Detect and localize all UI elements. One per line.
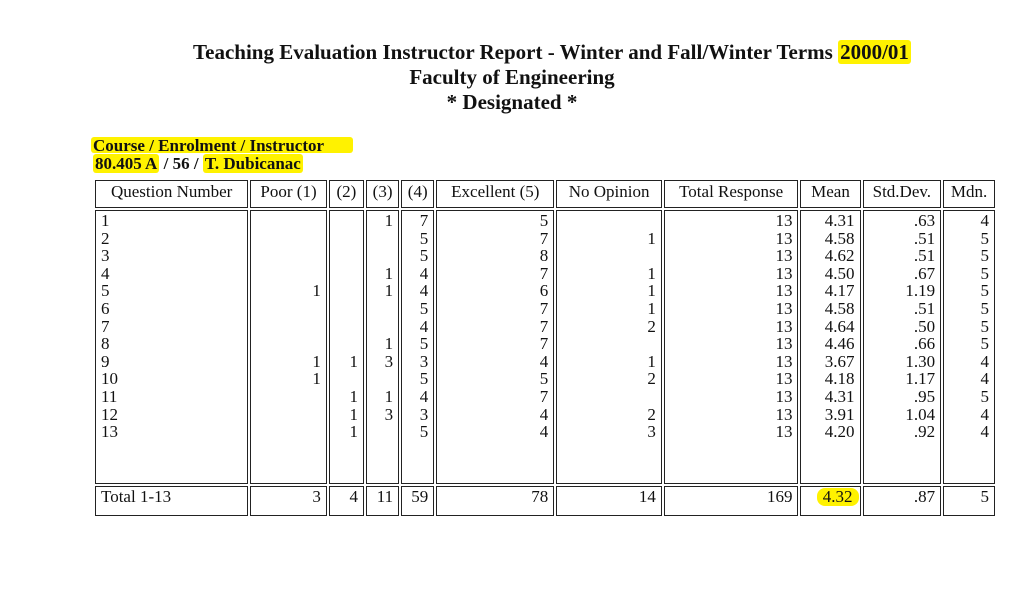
- cell-q-q13: 13: [101, 422, 118, 442]
- cell-p1-q2: [256, 230, 321, 248]
- cell-p2-q7: [335, 318, 358, 336]
- col-header: (2): [329, 180, 364, 208]
- cell-tot-q11: 13: [775, 386, 793, 406]
- cell-q-q12: 12: [101, 404, 118, 424]
- total-poor-1: 3: [250, 486, 327, 516]
- cell-tot-q13: 13: [775, 422, 793, 442]
- cell-p3-q1: 1: [384, 211, 394, 230]
- cell-sd-q9: 1.30: [905, 351, 936, 371]
- cell-p4-q13: 5: [419, 422, 429, 442]
- cell-p4-q11: 4: [419, 386, 429, 406]
- cell-no-q4: 1: [647, 263, 656, 283]
- col-header: (3): [366, 180, 399, 208]
- cell-p2-q4: [335, 265, 358, 283]
- col-header: No Opinion: [556, 180, 662, 208]
- cell-p3-q13: [372, 423, 393, 441]
- cell-mdn-q13: 4: [980, 422, 989, 442]
- cell-sd-q10: 1.17: [905, 369, 936, 389]
- cell-p1-q10: 1: [312, 369, 321, 389]
- cell-p3-q2: [372, 230, 393, 248]
- cell-p1-q1: [256, 212, 321, 230]
- cell-mean-q3: 4.62: [824, 246, 855, 266]
- cell-p5-q8: 7: [539, 334, 549, 354]
- cell-mdn-q5: 5: [980, 281, 989, 301]
- col-rating-3: [366, 210, 399, 484]
- cell-mean-q9: 3.67: [824, 351, 855, 371]
- cell-tot-q10: 13: [775, 369, 793, 389]
- cell-no-q3: [562, 247, 656, 265]
- cell-p3-q11: 1: [384, 386, 394, 406]
- col-header: Question Number: [95, 180, 248, 208]
- total-no-opinion: 14: [556, 486, 662, 516]
- cell-p3-q9: 3: [384, 351, 394, 371]
- cell-p1-q4: [256, 265, 321, 283]
- cell-mean-q11: 4.31: [824, 386, 855, 406]
- col-median: [943, 210, 995, 484]
- cell-tot-q6: 13: [775, 298, 793, 318]
- cell-p5-q5: 6: [539, 281, 549, 301]
- total-label: Total 1-13: [95, 486, 248, 516]
- title-text: Teaching Evaluation Instructor Report - Winter and Fall/Winter Terms: [193, 40, 839, 64]
- cell-no-q8: [562, 335, 656, 353]
- cell-p3-q5: 1: [384, 281, 394, 301]
- evaluation-table: [93, 178, 997, 518]
- cell-no-q12: 2: [647, 404, 656, 424]
- cell-tot-q12: 13: [775, 404, 793, 424]
- cell-sd-q8: .66: [913, 334, 936, 354]
- cell-mean-q4: 4.50: [824, 263, 855, 283]
- cell-p2-q12: 1: [349, 404, 359, 424]
- cell-p1-q6: [256, 300, 321, 318]
- cell-p3-q8: 1: [384, 334, 394, 354]
- cell-sd-q3: .51: [913, 246, 936, 266]
- cell-q-q3: 3: [101, 246, 110, 266]
- cell-no-q7: 2: [647, 316, 656, 336]
- cell-p2-q5: [335, 282, 358, 300]
- cell-sd-q4: .67: [913, 263, 936, 283]
- col-rating-2: [329, 210, 364, 484]
- cell-p3-q3: [372, 247, 393, 265]
- table-header-row: [95, 180, 995, 208]
- cell-tot-q2: 13: [775, 228, 793, 248]
- course-separator-1: /: [159, 154, 173, 173]
- cell-no-q1: [562, 212, 656, 230]
- cell-q-q10: 10: [101, 369, 118, 389]
- cell-p4-q2: 5: [419, 228, 429, 248]
- cell-p5-q7: 7: [539, 316, 549, 336]
- cell-mean-q1: 4.31: [824, 211, 855, 230]
- cell-no-q9: 1: [647, 351, 656, 371]
- cell-tot-q5: 13: [775, 281, 793, 301]
- cell-p5-q12: 4: [539, 404, 549, 424]
- col-header: (4): [401, 180, 434, 208]
- course-enrolment: 56: [172, 154, 190, 173]
- cell-q-q1: 1: [101, 211, 110, 230]
- cell-p3-q10: [372, 370, 393, 388]
- cell-mdn-q2: 5: [980, 228, 989, 248]
- total-rating-2: 4: [329, 486, 364, 516]
- cell-p4-q12: 3: [419, 404, 429, 424]
- col-header: Total Response: [664, 180, 799, 208]
- cell-p4-q9: 3: [419, 351, 429, 371]
- cell-sd-q1: .63: [913, 211, 936, 230]
- total-median: 5: [943, 486, 995, 516]
- cell-sd-q2: .51: [913, 228, 936, 248]
- course-instructor: T. Dubicanac: [204, 154, 301, 173]
- col-no-opinion: [556, 210, 662, 484]
- cell-p4-q1: 7: [419, 211, 429, 230]
- course-separator-2: /: [189, 154, 203, 173]
- cell-p2-q10: [335, 370, 358, 388]
- col-mean: [800, 210, 860, 484]
- cell-mdn-q3: 5: [980, 246, 989, 266]
- cell-q-q2: 2: [101, 228, 110, 248]
- cell-p3-q12: 3: [384, 404, 394, 424]
- cell-tot-q3: 13: [775, 246, 793, 266]
- cell-p1-q9: 1: [312, 351, 321, 371]
- col-poor-1: [250, 210, 327, 484]
- course-header: Course / Enrolment / Instructor: [93, 136, 325, 155]
- col-header: Excellent (5): [436, 180, 554, 208]
- cell-tot-q9: 13: [775, 351, 793, 371]
- cell-mean-q2: 4.58: [824, 228, 855, 248]
- cell-no-q5: 1: [647, 281, 656, 301]
- total-mean-cell: [800, 486, 860, 516]
- cell-sd-q11: .95: [913, 386, 936, 406]
- cell-p4-q4: 4: [419, 263, 429, 283]
- total-mean: 4.32: [817, 488, 859, 506]
- cell-mdn-q7: 5: [980, 316, 989, 336]
- total-std-dev: .87: [863, 486, 942, 516]
- cell-sd-q6: .51: [913, 298, 936, 318]
- cell-no-q11: [562, 388, 656, 406]
- cell-p1-q7: [256, 318, 321, 336]
- cell-p5-q3: 8: [539, 246, 549, 266]
- cell-p4-q10: 5: [419, 369, 429, 389]
- cell-tot-q1: 13: [775, 211, 793, 230]
- title-faculty: Faculty of Engineering: [409, 65, 615, 89]
- cell-p4-q5: 4: [419, 281, 429, 301]
- cell-q-q9: 9: [101, 351, 110, 371]
- course-code: 80.405 A: [95, 154, 158, 173]
- total-response: 169: [664, 486, 799, 516]
- cell-p1-q5: 1: [312, 281, 321, 301]
- cell-mdn-q8: 5: [980, 334, 989, 354]
- total-rating-3: 11: [366, 486, 399, 516]
- cell-p5-q10: 5: [539, 369, 549, 389]
- col-header: Mdn.: [943, 180, 995, 208]
- cell-p5-q4: 7: [539, 263, 549, 283]
- cell-no-q13: 3: [647, 422, 656, 442]
- col-rating-4: [401, 210, 434, 484]
- cell-q-q7: 7: [101, 316, 110, 336]
- cell-mean-q5: 4.17: [824, 281, 855, 301]
- cell-p5-q9: 4: [539, 351, 549, 371]
- report-title: [0, 40, 1024, 115]
- cell-p5-q2: 7: [539, 228, 549, 248]
- cell-mean-q12: 3.91: [824, 404, 855, 424]
- col-header: Std.Dev.: [863, 180, 942, 208]
- cell-tot-q8: 13: [775, 334, 793, 354]
- col-header: Mean: [800, 180, 860, 208]
- col-excellent-5: [436, 210, 554, 484]
- cell-p2-q2: [335, 230, 358, 248]
- cell-sd-q13: .92: [913, 422, 936, 442]
- course-info: [93, 137, 324, 173]
- cell-sd-q12: 1.04: [905, 404, 936, 424]
- cell-tot-q4: 13: [775, 263, 793, 283]
- table-total-row: [95, 486, 995, 516]
- cell-q-q5: 5: [101, 281, 110, 301]
- cell-p2-q3: [335, 247, 358, 265]
- cell-mdn-q6: 5: [980, 298, 989, 318]
- cell-p2-q11: 1: [349, 386, 359, 406]
- cell-tot-q7: 13: [775, 316, 793, 336]
- cell-no-q2: 1: [647, 228, 656, 248]
- cell-p1-q11: [256, 388, 321, 406]
- total-excellent-5: 78: [436, 486, 554, 516]
- cell-p5-q11: 7: [539, 386, 549, 406]
- cell-p3-q4: 1: [384, 263, 394, 283]
- col-question-number: [95, 210, 248, 484]
- cell-sd-q5: 1.19: [905, 281, 936, 301]
- cell-p1-q8: [256, 335, 321, 353]
- cell-p3-q7: [372, 318, 393, 336]
- cell-mdn-q9: 4: [980, 351, 989, 371]
- cell-p1-q3: [256, 247, 321, 265]
- cell-p2-q1: [335, 212, 358, 230]
- cell-mdn-q11: 5: [980, 386, 989, 406]
- col-header: Poor (1): [250, 180, 327, 208]
- cell-q-q6: 6: [101, 298, 110, 318]
- cell-p1-q12: [256, 406, 321, 424]
- cell-mean-q6: 4.58: [824, 298, 855, 318]
- title-designated: * Designated *: [446, 90, 578, 114]
- title-year: 2000/01: [840, 40, 909, 64]
- cell-p4-q6: 5: [419, 298, 429, 318]
- cell-p4-q3: 5: [419, 246, 429, 266]
- cell-p4-q7: 4: [419, 316, 429, 336]
- cell-no-q10: 2: [647, 369, 656, 389]
- col-std-dev: [863, 210, 942, 484]
- cell-p5-q6: 7: [539, 298, 549, 318]
- cell-mean-q10: 4.18: [824, 369, 855, 389]
- cell-q-q8: 8: [101, 334, 110, 354]
- cell-mdn-q4: 5: [980, 263, 989, 283]
- cell-mean-q8: 4.46: [824, 334, 855, 354]
- cell-p4-q8: 5: [419, 334, 429, 354]
- cell-mdn-q12: 4: [980, 404, 989, 424]
- cell-p2-q9: 1: [349, 351, 359, 371]
- cell-mdn-q1: 4: [980, 211, 989, 230]
- cell-q-q4: 4: [101, 263, 110, 283]
- cell-no-q6: 1: [647, 298, 656, 318]
- cell-p2-q6: [335, 300, 358, 318]
- table-data-row: [95, 210, 995, 484]
- cell-p2-q8: [335, 335, 358, 353]
- cell-p2-q13: 1: [349, 422, 359, 442]
- cell-sd-q7: .50: [913, 316, 936, 336]
- cell-mdn-q10: 4: [980, 369, 989, 389]
- cell-mean-q13: 4.20: [824, 422, 855, 442]
- cell-mean-q7: 4.64: [824, 316, 855, 336]
- cell-p5-q13: 4: [539, 422, 549, 442]
- title-line-1: [0, 40, 1024, 65]
- cell-q-q11: 11: [101, 386, 118, 406]
- total-rating-4: 59: [401, 486, 434, 516]
- cell-p5-q1: 5: [539, 211, 549, 230]
- col-total-response: [664, 210, 799, 484]
- cell-p1-q13: [256, 423, 321, 441]
- cell-p3-q6: [372, 300, 393, 318]
